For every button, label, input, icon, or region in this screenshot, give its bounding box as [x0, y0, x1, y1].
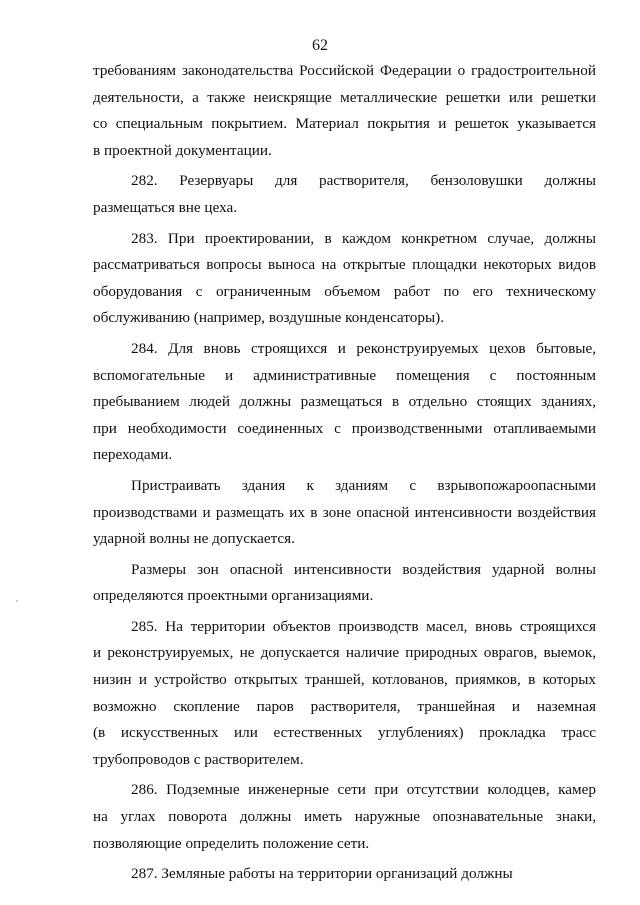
paragraph-line: Пристраивать здания к зданиям с взрывопожароопасными	[131, 476, 596, 494]
paragraph-line: рассматриваться вопросы выноса на открытые площадки некоторых видов	[93, 256, 596, 274]
paragraph-line: 282. Резервуары для растворителя, бензоловушки должны	[131, 172, 596, 190]
paragraph	[93, 473, 596, 553]
paragraph	[93, 168, 596, 221]
paragraph-line: 285. На территории объектов производств масел, вновь строящихся	[131, 617, 596, 635]
paragraph	[93, 336, 596, 469]
paragraph-line: ударной волны не допускается.	[93, 530, 295, 548]
paragraph-line: при необходимости соединенных с производственными отапливаемыми	[93, 419, 596, 437]
paragraph-line: деятельности, а также неискрящие металлические решетки или решетки	[93, 88, 596, 106]
paragraph	[93, 58, 596, 164]
paragraph-line: вспомогательные и административные помещения с постоянным	[93, 366, 596, 384]
paragraph	[93, 861, 596, 888]
paragraph-line: производствами и размещать их в зоне опасной интенсивности воздействия	[93, 503, 596, 521]
paragraph-line: трубопроводов с растворителем.	[93, 750, 304, 768]
paragraph-line: низин и устройство открытых траншей, котлованов, приямков, в которых	[93, 671, 596, 689]
paragraph-line: возможно скопление паров растворителя, траншейная и наземная	[93, 697, 596, 715]
paragraph-line: позволяющие определить положение сети.	[93, 834, 370, 852]
paragraph-line: размещаться вне цеха.	[93, 198, 238, 216]
document-body	[93, 58, 596, 892]
paragraph-line: требованиям законодательства Российской Федерации о градостроительной	[93, 62, 596, 79]
paragraph	[93, 226, 596, 332]
paragraph-line: и реконструируемых, не допускается наличие природных оврагов, выемок,	[93, 644, 596, 662]
paragraph-line: Размеры зон опасной интенсивности воздействия ударной волны	[131, 560, 596, 578]
paragraph-line: на углах поворота должны иметь наружные опознавательные знаки,	[93, 808, 596, 826]
paragraph-line: определяются проектными организациями.	[93, 587, 374, 605]
paragraph	[93, 777, 596, 857]
paragraph-line: оборудования с ограниченным объемом работ по его техническому	[93, 282, 596, 300]
scan-speck	[16, 600, 18, 602]
paragraph-line: обслуживанию (например, воздушные конденсаторы).	[93, 309, 445, 327]
paragraph-line: 284. Для вновь строящихся и реконструируемых цехов бытовые,	[131, 339, 596, 357]
paragraph-line: пребыванием людей должны размещаться в отдельно стоящих зданиях,	[93, 393, 596, 411]
paragraph-line: (в искусственных или естественных углублениях) прокладка трасс	[93, 724, 596, 742]
paragraph-line: в проектной документации.	[93, 141, 272, 159]
page-number: 62	[312, 37, 328, 54]
paragraph-line: со специальным покрытием. Материал покрытия и решеток указывается	[93, 115, 596, 133]
paragraph-line: переходами.	[93, 446, 173, 464]
paragraph-line: 287. Земляные работы на территории организаций должны	[131, 865, 513, 883]
paragraph	[93, 614, 596, 774]
paragraph-line: 286. Подземные инженерные сети при отсутствии колодцев, камер	[131, 781, 596, 799]
paragraph	[93, 557, 596, 610]
paragraph-line: 283. При проектировании, в каждом конкретном случае, должны	[131, 229, 596, 247]
